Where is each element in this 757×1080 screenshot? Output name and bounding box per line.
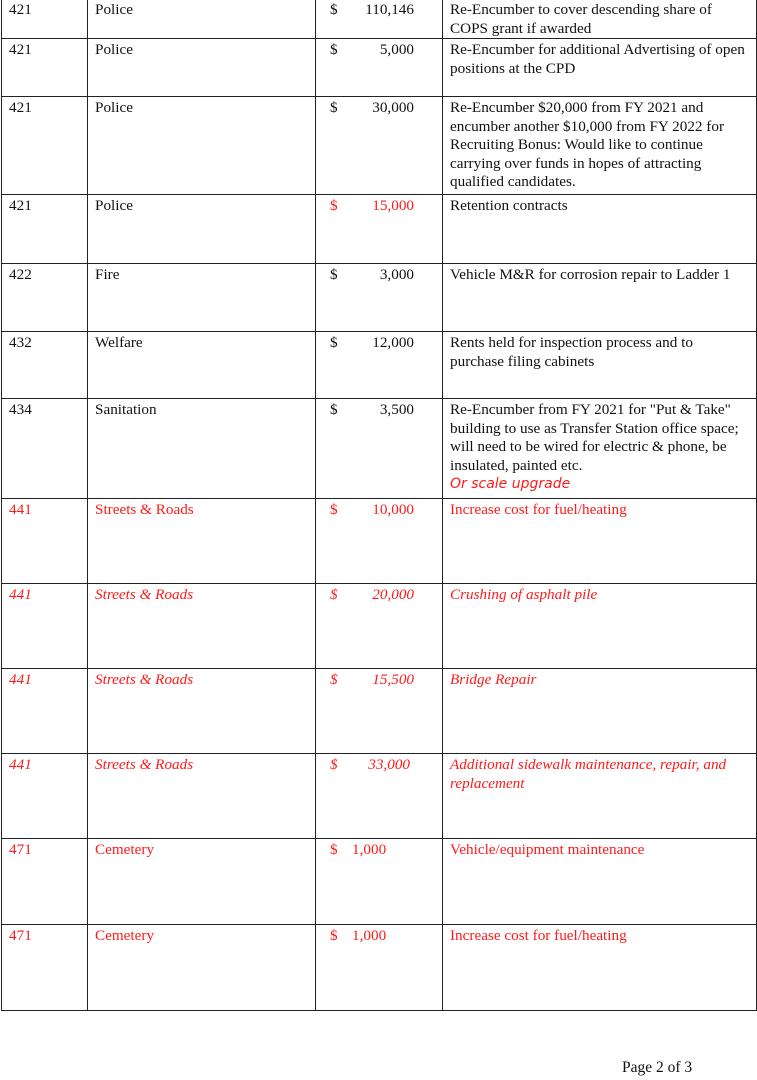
currency-symbol: $: [330, 41, 338, 58]
currency-symbol: $: [330, 99, 338, 116]
amount-cell: [316, 754, 443, 839]
amount-cell: [316, 925, 443, 1011]
table-row: [2, 669, 757, 754]
description: Vehicle/equipment maintenance: [443, 839, 757, 925]
currency-symbol: $: [330, 266, 338, 283]
table-row: [2, 754, 757, 839]
account-code: 441: [2, 669, 88, 754]
account-code: 471: [2, 925, 88, 1011]
table-row: [2, 0, 757, 39]
table-row: [2, 584, 757, 669]
table-row: [2, 195, 757, 264]
account-code: 471: [2, 839, 88, 925]
amount-cell: [316, 399, 443, 499]
department-name: Police: [88, 39, 316, 97]
account-code: 432: [2, 332, 88, 399]
department-name: Cemetery: [88, 839, 316, 925]
page-number: Page 2 of 3: [622, 1059, 693, 1076]
description: Retention contracts: [443, 195, 757, 264]
amount-cell: [316, 39, 443, 97]
amount-cell: [316, 332, 443, 399]
department-name: Police: [88, 0, 316, 39]
amount-cell: [316, 839, 443, 925]
amount-cell: [316, 0, 443, 39]
account-code: 441: [2, 499, 88, 584]
department-name: Streets & Roads: [88, 669, 316, 754]
amount-value: 1,000: [352, 927, 387, 944]
department-name: Streets & Roads: [88, 584, 316, 669]
amount-value: 15,500: [372, 671, 414, 688]
account-code: 422: [2, 264, 88, 332]
department-name: Police: [88, 97, 316, 195]
currency-symbol: $: [330, 586, 338, 603]
description: Additional sidewalk maintenance, repair, and replacement: [443, 754, 757, 839]
description: Re-Encumber for additional Advertising of open positions at the CPD: [443, 39, 757, 97]
table-row: [2, 332, 757, 399]
currency-symbol: $: [330, 334, 338, 351]
budget-encumbrance-table: [1, 0, 757, 1011]
amount-cell: [316, 97, 443, 195]
department-name: Fire: [88, 264, 316, 332]
currency-symbol: $: [330, 501, 338, 518]
table-row: [2, 499, 757, 584]
amount-value: 1,000: [352, 841, 387, 858]
amount-value: 30,000: [372, 99, 414, 116]
currency-symbol: $: [330, 927, 338, 944]
description: Rents held for inspection process and to purchase filing cabinets: [443, 332, 757, 399]
description: Increase cost for fuel/heating: [443, 925, 757, 1011]
currency-symbol: $: [330, 401, 338, 418]
currency-symbol: $: [330, 756, 338, 773]
table-row: [2, 839, 757, 925]
department-name: Police: [88, 195, 316, 264]
description: [443, 399, 757, 499]
description: Crushing of asphalt pile: [443, 584, 757, 669]
amount-value: 110,146: [365, 1, 414, 18]
table-row: [2, 399, 757, 499]
department-name: Streets & Roads: [88, 499, 316, 584]
account-code: 421: [2, 195, 88, 264]
amount-value: 12,000: [372, 334, 414, 351]
description: Re-Encumber to cover descending share of COPS grant if awarded: [443, 0, 757, 39]
table-row: [2, 264, 757, 332]
amount-value: 5,000: [379, 41, 414, 58]
department-name: Streets & Roads: [88, 754, 316, 839]
currency-symbol: $: [330, 1, 338, 18]
department-name: Cemetery: [88, 925, 316, 1011]
amount-value: 3,000: [379, 266, 414, 283]
account-code: 421: [2, 39, 88, 97]
account-code: 434: [2, 399, 88, 499]
amount-value: 15,000: [372, 197, 414, 214]
description: Re-Encumber $20,000 from FY 2021 and encumber another $10,000 from FY 2022 for Recruiting Bonus: Would like to continue carrying over funds in hopes of attracting qualified candidates.: [443, 97, 757, 195]
description-note: Or scale upgrade: [450, 476, 571, 492]
description: Increase cost for fuel/heating: [443, 499, 757, 584]
amount-value: 33,000: [368, 756, 410, 773]
currency-symbol: $: [330, 671, 338, 688]
account-code: 421: [2, 0, 88, 39]
description-text: Re-Encumber from FY 2021 for "Put & Take" building to use as Transfer Station office space; will need to be wired for electric & phone, be insulated, painted etc.: [450, 401, 739, 474]
table-row: [2, 97, 757, 195]
amount-cell: [316, 499, 443, 584]
amount-cell: [316, 584, 443, 669]
description: Vehicle M&R for corrosion repair to Ladder 1: [443, 264, 757, 332]
currency-symbol: $: [330, 841, 338, 858]
amount-cell: [316, 195, 443, 264]
amount-value: 20,000: [372, 586, 414, 603]
account-code: 421: [2, 97, 88, 195]
account-code: 441: [2, 584, 88, 669]
description: Bridge Repair: [443, 669, 757, 754]
amount-value: 10,000: [372, 501, 414, 518]
amount-cell: [316, 264, 443, 332]
amount-value: 3,500: [379, 401, 414, 418]
department-name: Sanitation: [88, 399, 316, 499]
table-row: [2, 925, 757, 1011]
currency-symbol: $: [330, 197, 338, 214]
amount-cell: [316, 669, 443, 754]
department-name: Welfare: [88, 332, 316, 399]
account-code: 441: [2, 754, 88, 839]
table-row: [2, 39, 757, 97]
